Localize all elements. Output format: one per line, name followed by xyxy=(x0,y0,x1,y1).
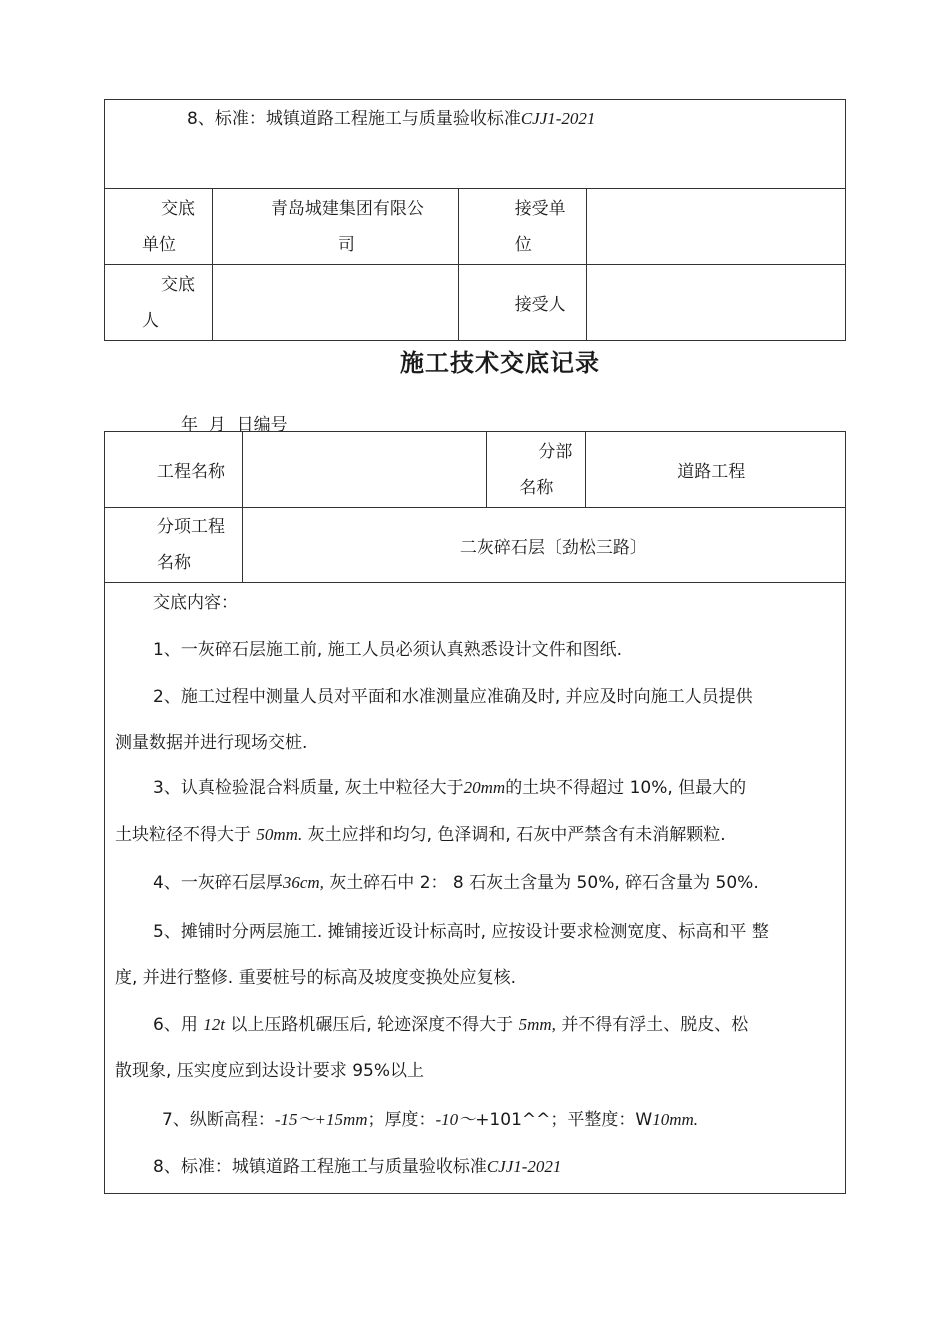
sub-division-value-text: 道路工程 xyxy=(677,462,746,482)
content-line-6a xyxy=(153,1010,748,1035)
content-line-6a-part5: 并不得有浮土、脱皮、松 xyxy=(561,1015,749,1035)
project-name-label xyxy=(105,432,243,508)
receiver-label xyxy=(458,265,586,341)
content-line-3b xyxy=(115,820,726,845)
standard-cell xyxy=(105,100,846,189)
content-line-3b-part1: 土块粒径不得大于 xyxy=(115,825,251,845)
content-line-7 xyxy=(162,1105,698,1130)
content-line-7-part6: 10mm. xyxy=(652,1110,698,1129)
standard-text: 8、标准：城镇道路工程施工与质量验收标准 xyxy=(187,109,521,129)
content-line-7-part1: 7、纵断高程： xyxy=(162,1110,275,1130)
top-table xyxy=(104,99,846,341)
handover-person-value xyxy=(212,265,458,341)
content-line-6b: 散现象, 压实度应到达设计要求 95%以上 xyxy=(115,1061,424,1081)
content-line-8 xyxy=(153,1152,561,1177)
document-title: 施工技术交底记录 xyxy=(400,349,600,377)
content-line-4 xyxy=(153,868,759,893)
handover-person-label-line1: 交底 xyxy=(161,274,195,295)
handover-unit-value-line2: 司 xyxy=(337,234,355,255)
content-line-7-part4: -10〜 xyxy=(435,1110,476,1129)
sub-division-value xyxy=(586,432,846,508)
receiving-unit-label xyxy=(458,189,586,265)
handover-person-label-line2: 人 xyxy=(142,310,159,331)
project-name-label-text: 工程名称 xyxy=(157,462,225,482)
handover-unit-label-line1: 交底 xyxy=(161,198,195,219)
content-line-7-part2: -15〜+15mm xyxy=(274,1110,368,1129)
content-line-3a xyxy=(153,773,746,798)
receiving-unit-value xyxy=(586,189,845,265)
sub-item-label xyxy=(105,508,243,583)
sub-division-label xyxy=(487,432,586,508)
content-line-3b-part3: 灰土应拌和均匀, 色泽调和, 石灰中严禁含有未消解颗粒. xyxy=(307,825,726,845)
sub-item-label-line1: 分项工程 xyxy=(157,517,225,537)
content-line-4-part3: 灰土碎石中 2： 8 石灰土含量为 50%, 碎石含量为 50%. xyxy=(329,873,759,893)
content-line-3a-part3: 的土块不得超过 10%, 但最大的 xyxy=(505,778,747,798)
content-line-5a: 5、摊铺时分两层施工. 摊铺接近设计标高时, 应按设计要求检测宽度、标高和平 整 xyxy=(153,922,769,942)
content-line-4-part2: 36cm, xyxy=(282,873,324,892)
content-line-8-part1: 8、标准：城镇道路工程施工与质量验收标准 xyxy=(153,1157,487,1177)
receiving-unit-label-line2: 位 xyxy=(514,234,532,255)
content-line-2a: 2、施工过程中测量人员对平面和水准测量应准确及时, 并应及时向施工人员提供 xyxy=(153,687,753,707)
handover-unit-value-line1: 青岛城建集团有限公 xyxy=(270,198,424,219)
project-name-value xyxy=(242,432,487,508)
handover-unit-label-line2: 单位 xyxy=(142,234,176,255)
sub-item-label-line2: 名称 xyxy=(157,553,191,573)
handover-unit-label xyxy=(105,189,213,265)
content-line-5b: 度, 并进行整修. 重要桩号的标高及坡度变换处应复核. xyxy=(115,968,517,988)
handover-person-label xyxy=(105,265,213,341)
standard-code: CJJ1-2021 xyxy=(520,109,596,128)
sub-division-label-line1: 分部 xyxy=(538,441,573,462)
content-line-7-part5: +101^^；平整度：W xyxy=(475,1110,653,1130)
receiver-label-text: 接受人 xyxy=(514,295,566,315)
content-heading: 交底内容： xyxy=(153,593,238,613)
content-line-3b-part2: 50mm. xyxy=(256,825,303,844)
main-table xyxy=(104,431,846,1194)
receiving-unit-label-line1: 接受单 xyxy=(514,198,566,219)
handover-unit-value xyxy=(212,189,458,265)
content-line-6a-part4: 5mm, xyxy=(518,1015,556,1034)
date-number-line: 年 月 日编号 xyxy=(181,415,288,435)
content-cell xyxy=(105,583,846,1194)
receiver-value xyxy=(586,265,845,341)
content-line-6a-part2: 12t xyxy=(203,1015,225,1034)
content-line-3a-part2: 20mm xyxy=(463,778,506,797)
content-line-4-part1: 4、一灰碎石层厚 xyxy=(153,873,283,893)
content-line-7-part3: ；厚度： xyxy=(367,1110,436,1130)
content-line-6a-part1: 6、用 xyxy=(153,1015,198,1035)
sub-item-value xyxy=(242,508,845,583)
content-line-1: 1、一灰碎石层施工前, 施工人员必须认真熟悉设计文件和图纸. xyxy=(153,640,623,660)
sub-item-value-text: 二灰碎石层〔劲松三路〕 xyxy=(459,537,647,558)
sub-division-label-line2: 名称 xyxy=(519,477,554,498)
content-line-6a-part3: 以上压路机碾压后, 轮迹深度不得大于 xyxy=(230,1015,514,1035)
content-line-3a-part1: 3、认真检验混合料质量, 灰土中粒径大于 xyxy=(153,778,464,798)
content-line-2b: 测量数据并进行现场交桩. xyxy=(115,733,308,753)
content-line-8-part2: CJJ1-2021 xyxy=(486,1157,562,1176)
